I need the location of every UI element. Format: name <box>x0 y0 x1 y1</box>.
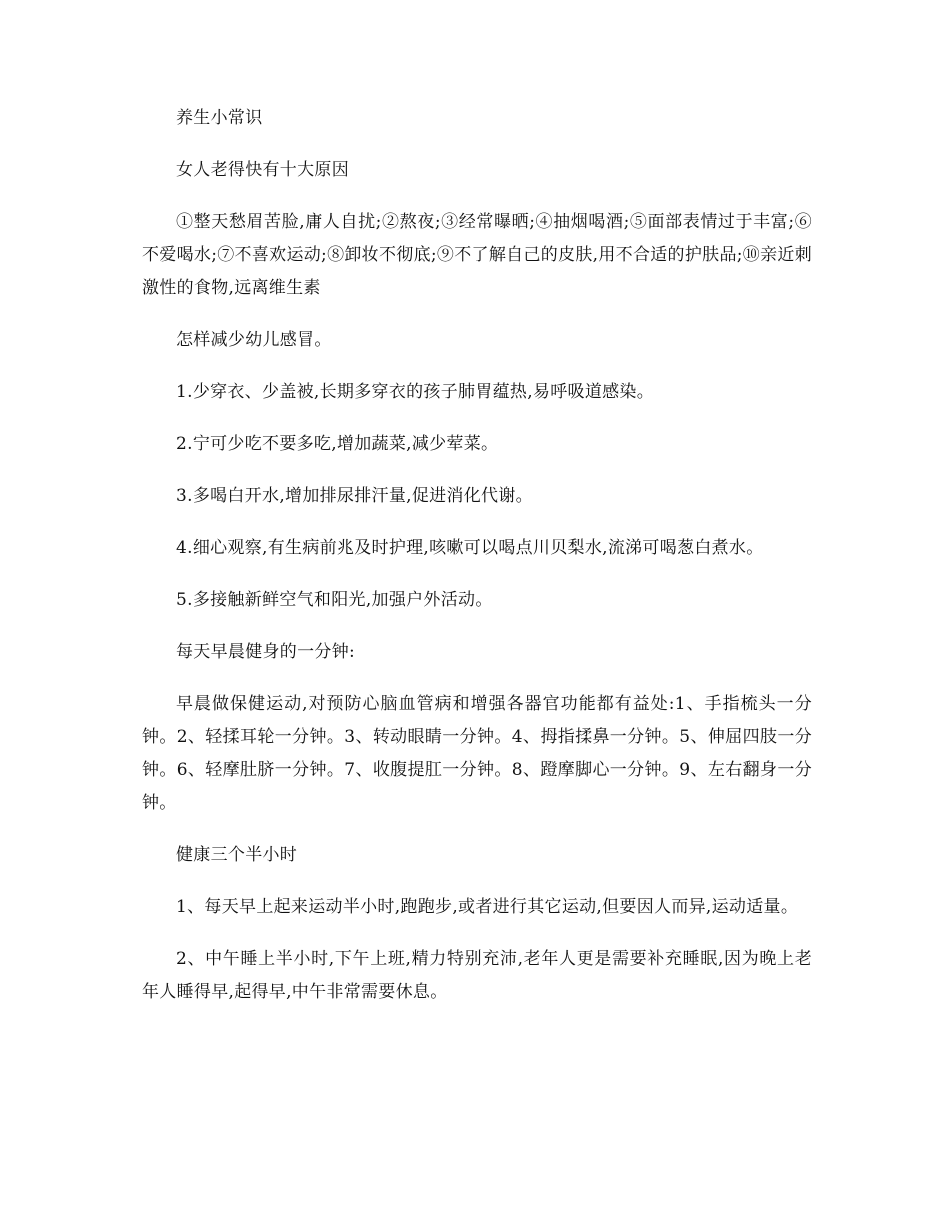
section-heading-child-cold: 怎样减少幼儿感冒。 <box>176 330 332 350</box>
doc-title: 养生小常识 <box>176 108 263 128</box>
child-cold-tip-5: 5.多接触新鲜空气和阳光,加强户外活动。 <box>176 590 493 610</box>
child-cold-tip-1: 1.少穿衣、少盖被,长期多穿衣的孩子肺胃蕴热,易呼吸道感染。 <box>176 382 655 402</box>
section-heading-morning-exercise: 每天早晨健身的一分钟: <box>176 642 356 662</box>
morning-exercise-paragraph: 早晨做保健运动,对预防心脑血管病和增强各器官功能都有益处:1、手指梳头一分钟。2、轻揉耳轮一分钟。3、转动眼睛一分钟。4、拇指揉鼻一分钟。5、伸屈四肢一分钟。6、轻摩肚脐一分钟。7、收腹提肛一分钟。8、蹬摩脚心一分钟。9、左右翻身一分钟。 <box>142 694 812 813</box>
child-cold-tip-4: 4.细心观察,有生病前兆及时护理,咳嗽可以喝点川贝梨水,流涕可喝葱白煮水。 <box>176 538 764 558</box>
document-body <box>142 102 812 1028</box>
child-cold-tip-2: 2.宁可少吃不要多吃,增加蔬菜,减少荤菜。 <box>176 434 499 454</box>
aging-causes-paragraph: ①整天愁眉苦脸,庸人自扰;②熬夜;③经常曝晒;④抽烟喝酒;⑤面部表情过于丰富;⑥不爱喝水;⑦不喜欢运动;⑧卸妆不彻底;⑨不了解自己的皮肤,用不合适的护肤品;⑩亲近刺激性的食物,远离维生素 <box>142 212 812 298</box>
child-cold-tip-3: 3.多喝白开水,增加排尿排汗量,促进消化代谢。 <box>176 486 533 506</box>
half-hour-tip-1: 1、每天早上起来运动半小时,跑跑步,或者进行其它运动,但要因人而异,运动适量。 <box>176 897 799 917</box>
half-hour-tip-2: 2、中午睡上半小时,下午上班,精力特别充沛,老年人更是需要补充睡眠,因为晚上老年人睡得早,起得早,中午非常需要休息。 <box>142 949 812 1002</box>
section-heading-aging: 女人老得快有十大原因 <box>176 160 349 180</box>
section-heading-three-half-hours: 健康三个半小时 <box>176 845 298 865</box>
